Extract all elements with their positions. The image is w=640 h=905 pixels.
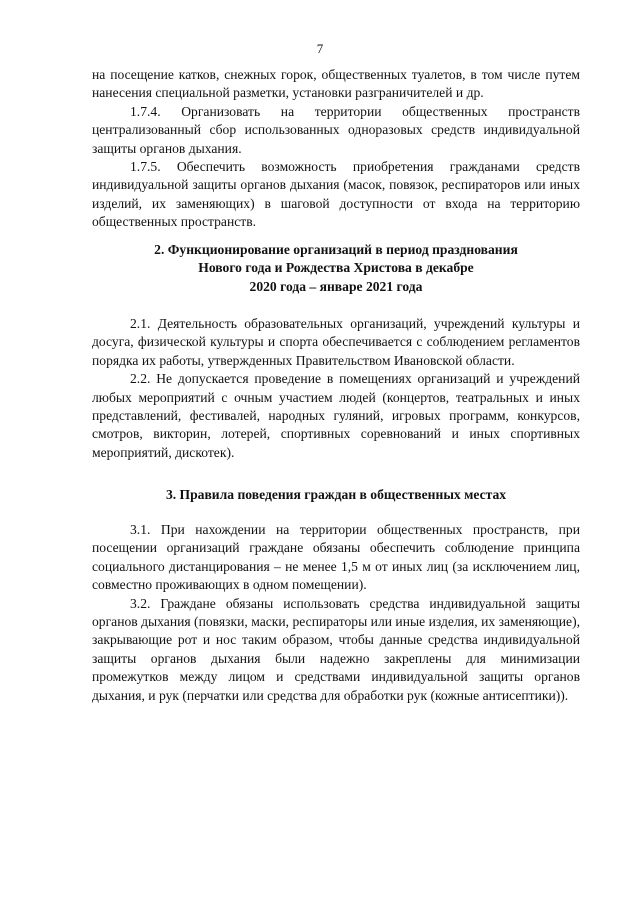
section-2-title-line-1: 2. Функционирование организаций в период празднования	[154, 242, 518, 257]
section-2-title-line-3: 2020 года – январе 2021 года	[249, 278, 423, 294]
section-2-title-line-2: Нового года и Рождества Христова в декабре	[198, 260, 474, 276]
continued-paragraph: на посещение катков, снежных горок, общественных туалетов, в том числе путем нанесения специальной разметки, установки разграничителей и др.	[92, 67, 580, 101]
paragraph-1-7-4: 1.7.4. Организовать на территории общественных пространств централизованный сбор использованных одноразовых средств индивидуальной защиты органов дыхания.	[92, 103, 580, 156]
paragraph-2-2: 2.2. Не допускается проведение в помещениях организаций и учреждений любых мероприятий с очным участием людей (концертов, театральных и иных представлений, фестивалей, народных гуляний, игровых программ, конкурсов, смотров, викторин, лотерей, спортивных соревнований и иных спортивных мероприятий, дискотек).	[92, 371, 580, 460]
section-3-heading	[92, 486, 580, 504]
paragraph-3-2: 3.2. Граждане обязаны использовать средства индивидуальной защиты органов дыхания (повязки, маски, респираторы или иные изделия, их заменяющие), закрывающие рот и нос таким образом, чтобы данные средства индивидуальной защиты органов дыхания были надежно закреплены для минимизации промежутков между лицом и средствами индивидуальной защиты органов дыхания, и рук (перчатки или средства для обработки рук (кожные антисептики)).	[92, 595, 580, 703]
section-3-title: 3. Правила поведения граждан в общественных местах	[165, 487, 507, 502]
intro-block	[92, 66, 580, 232]
paragraph-1-7-5: 1.7.5. Обеспечить возможность приобретения гражданами средств индивидуальной защиты органов дыхания (масок, повязок, респираторов или иных изделий, их заменяющих) в шаговой доступности от входа на территорию общественных пространств.	[92, 159, 580, 230]
paragraph-3-1: 3.1. При нахождении на территории общественных пространств, при посещении организаций граждане обязаны обеспечить соблюдение принципа социального дистанцирования – не менее 1,5 м от иных лиц (за исключением лиц, совместно проживающих в одном помещении).	[92, 522, 580, 593]
paragraph-2-1: 2.1. Деятельность образовательных организаций, учреждений культуры и досуга, физической культуры и спорта обеспечивается с соблюдением регламентов порядка их работы, утвержденных Правительством Ивановской области.	[92, 316, 580, 368]
section-3-body	[92, 521, 580, 705]
page-number: 7	[316, 41, 324, 56]
section-2-heading	[92, 241, 580, 296]
section-2-body	[92, 315, 580, 462]
